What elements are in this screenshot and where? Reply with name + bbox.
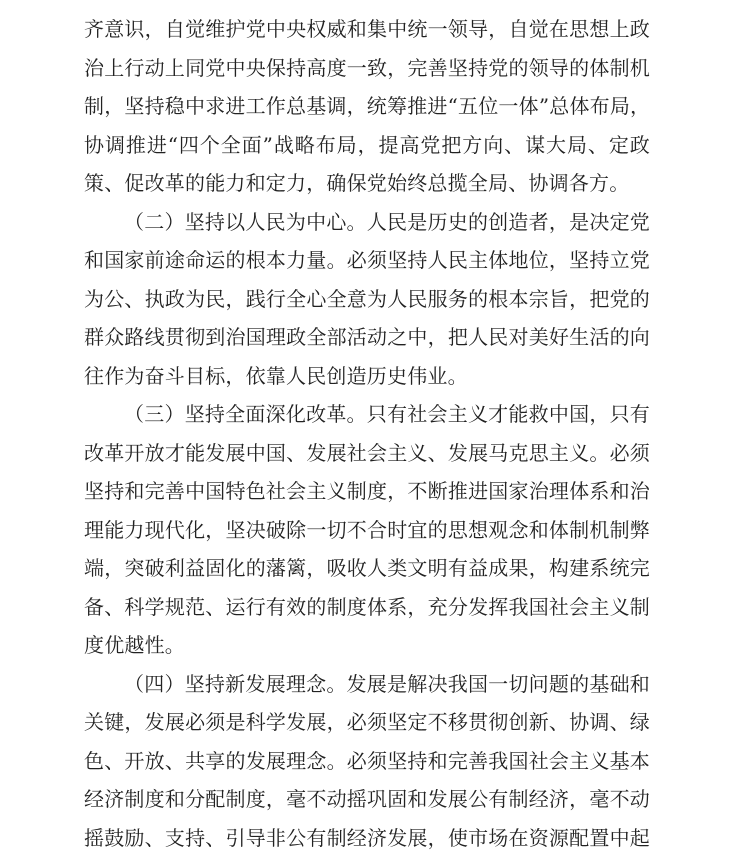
- text-line: 齐意识，自觉维护党中央权威和集中统一领导，自觉在思想上政: [84, 10, 650, 49]
- text-line: 治上行动上同党中央保持高度一致，完善坚持党的领导的体制机: [84, 49, 650, 88]
- text-line: 经济制度和分配制度，毫不动摇巩固和发展公有制经济，毫不动: [84, 780, 650, 819]
- text-line: 理能力现代化，坚决破除一切不合时宜的思想观念和体制机制弊: [84, 511, 650, 550]
- paragraph-4: [84, 665, 650, 857]
- text-line: 端，突破利益固化的藩篱，吸收人类文明有益成果，构建系统完: [84, 549, 650, 588]
- text-line: 往作为奋斗目标，依靠人民创造历史伟业。: [84, 357, 650, 396]
- paragraph-2: [84, 203, 650, 396]
- paragraph-1: [84, 10, 650, 203]
- text-line: 备、科学规范、运行有效的制度体系，充分发挥我国社会主义制: [84, 588, 650, 627]
- document-page: [84, 10, 650, 857]
- text-line: 为公、执政为民，践行全心全意为人民服务的根本宗旨，把党的: [84, 280, 650, 319]
- text-line: 群众路线贯彻到治国理政全部活动之中，把人民对美好生活的向: [84, 318, 650, 357]
- text-line: 度优越性。: [84, 626, 650, 665]
- text-line: 色、开放、共享的发展理念。必须坚持和完善我国社会主义基本: [84, 742, 650, 781]
- text-line: （四）坚持新发展理念。发展是解决我国一切问题的基础和: [84, 665, 650, 704]
- text-line: 摇鼓励、支持、引导非公有制经济发展，使市场在资源配置中起: [84, 819, 650, 857]
- text-line: 协调推进“四个全面”战略布局，提高党把方向、谋大局、定政: [84, 126, 650, 165]
- text-line: 制，坚持稳中求进工作总基调，统筹推进“五位一体”总体布局，: [84, 87, 650, 126]
- text-line: 和国家前途命运的根本力量。必须坚持人民主体地位，坚持立党: [84, 241, 650, 280]
- text-line: 改革开放才能发展中国、发展社会主义、发展马克思主义。必须: [84, 434, 650, 473]
- text-line: （三）坚持全面深化改革。只有社会主义才能救中国，只有: [84, 395, 650, 434]
- text-line: 关键，发展必须是科学发展，必须坚定不移贯彻创新、协调、绿: [84, 703, 650, 742]
- text-line: 坚持和完善中国特色社会主义制度，不断推进国家治理体系和治: [84, 472, 650, 511]
- text-line: （二）坚持以人民为中心。人民是历史的创造者，是决定党: [84, 203, 650, 242]
- paragraph-3: [84, 395, 650, 665]
- text-line: 策、促改革的能力和定力，确保党始终总揽全局、协调各方。: [84, 164, 650, 203]
